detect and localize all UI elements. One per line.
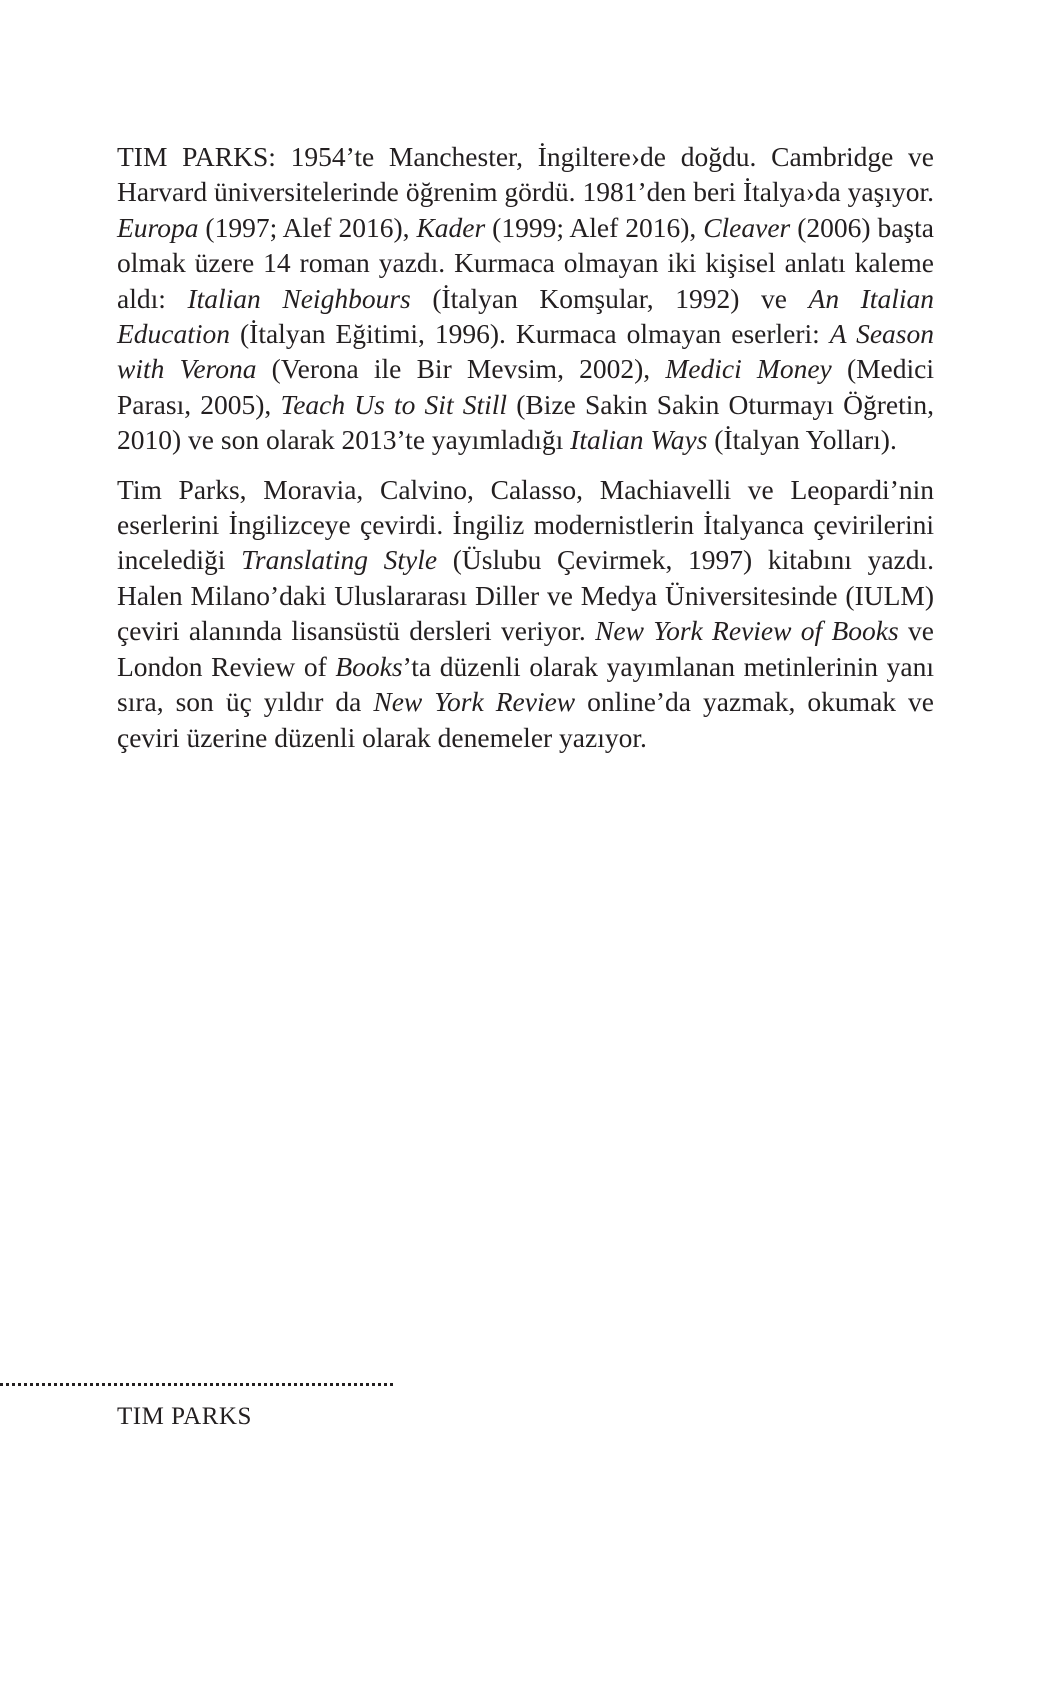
bio-text-run: Tim Parks, Moravia, Calvino, Calasso, Machiavelli ve Leopardi’nin eserlerini İngilizceye çevirdi. İngiliz modernistlerin İtalyanca çevirilerini incelediği	[117, 473, 934, 576]
dotted-divider	[0, 1383, 393, 1386]
italic-title-text: A Season with Verona	[117, 318, 934, 385]
author-bio	[117, 139, 934, 769]
italic-title-text: Teach Us to Sit Still	[280, 388, 508, 420]
bio-text-run: (Bize Sakin Sakin Oturmayı Öğretin, 2010) ve son olarak 2013’te yayımladığı	[117, 388, 934, 456]
bio-text-run: ’ta düzenli olarak yayımlanan metinlerinin yanı sıra, son üç yıldır da	[117, 650, 934, 718]
italic-title-text: New York Review	[373, 686, 576, 718]
bio-paragraph-1	[117, 139, 934, 458]
italic-title-text: Medici Money	[665, 353, 832, 385]
bio-text-run: (İtalyan Komşular, 1992) ve	[410, 282, 809, 314]
italic-title-text: An Italian Education	[117, 282, 934, 350]
italic-title-text: Kader	[416, 211, 486, 243]
bio-text-run: (Üslubu Çevirmek, 1997) kitabını yazdı. Halen Milano’daki Uluslararası Diller ve Medya Üniversitesinde (IULM) çeviri alanında lisansüstü dersleri veriyor.	[117, 544, 935, 647]
bio-text-run: (1997; Alef 2016),	[198, 211, 417, 243]
running-footer-author: TIM PARKS	[117, 1403, 252, 1430]
italic-title-text: Books	[335, 650, 403, 682]
bio-text-run: (İtalyan Eğitimi, 1996). Kurmaca olmayan eserleri:	[230, 318, 830, 350]
italic-title-text: Europa	[117, 211, 199, 243]
bio-text-run: (Verona ile Bir Mevsim, 2002),	[256, 353, 666, 385]
italic-title-text: Italian Ways	[570, 424, 708, 456]
bio-text-run: (Medici Parası, 2005),	[117, 353, 934, 420]
bio-text-run: TIM PARKS: 1954’te Manchester, İngiltere›de doğdu. Cambridge ve Harvard üniversitelerinde öğrenim gördü. 1981’den beri İtalya›da yaşıyor.	[117, 141, 934, 208]
bio-text-run: ve London Review of	[117, 615, 934, 682]
bio-paragraph-2	[117, 472, 934, 755]
italic-title-text: Italian Neighbours	[187, 282, 411, 314]
bio-text-run: (2006) başta olmak üzere 14 roman yazdı. Kurmaca olmayan iki kişisel anlatı kaleme aldı:	[117, 211, 934, 314]
italic-title-text: Cleaver	[703, 211, 791, 243]
bio-text-run: online’da yazmak, okumak ve çeviri üzerine düzenli olarak denemeler yazıyor.	[117, 686, 934, 753]
bio-text-run: (1999; Alef 2016),	[485, 211, 704, 243]
italic-title-text: Translating Style	[241, 544, 438, 576]
bio-text-run: (İtalyan Yolları).	[707, 424, 897, 456]
italic-title-text: New York Review of Books	[595, 615, 899, 647]
